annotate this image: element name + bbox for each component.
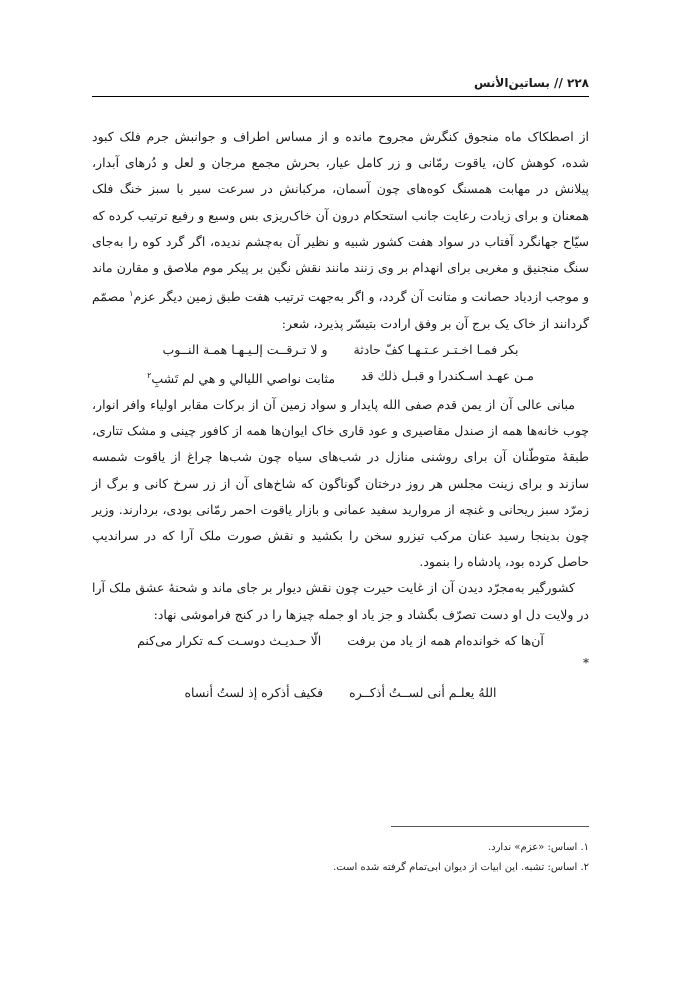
verse-2-hemistich-2-wrap [147, 363, 335, 392]
footnote-ref-1: ۱ [129, 289, 134, 299]
verse-3-hemistich-1: آن‌ها که خوانده‌ام همه از یاد من برفت [347, 632, 544, 648]
verse-separator: * [583, 655, 589, 670]
verse-2 [92, 363, 589, 392]
verse-4 [92, 680, 589, 706]
footnote-divider [391, 826, 589, 827]
verse-4-hemistich-1: اللهُ يعلـم أنی لســتُ أذکــره [349, 684, 497, 700]
verse-1-hemistich-1: بکر فمـا اخـتـر عـتـهـا کفّ حادثة [353, 341, 519, 357]
paragraph-2: مبانی عالی آن از یمن قدم صفی الله پایدار و سواد زمین آن از برکات مقابر اولیاء وافر انوار، چوب خانه‌ها همه از صندل مقاصیری و عود قاری خاک ایوان‌ها همه از کافور چینی و مشک تتاری، طبقهٔ متوطّنان آن برای روشنی منازل در شب‌های سیاه چون شب‌ها چراغ از یاقوت شمسه سازند و برای زینت مجلس هر روز درختان گوناگون که شاخ‌های آن از زر سرخ کانی و برگ از زمرّد سبز ریحانی و غنچه از مروارید سفید عمانی و بازار یاقوت احمر رمّانی بودی، بردارند. وزیر چون بدینجا رسید عنان مرکب تیزرو سخن را بکشید و نقش صورت ملک آرا که در سراندیپ حاصل کرده بود، پادشاه را بنمود. [92, 396, 589, 570]
verse-1 [92, 337, 589, 363]
page-number-and-title: ۲۲۸ // بساتین‌الأنس [473, 76, 589, 90]
running-header [92, 74, 589, 97]
paragraph-1 [92, 124, 589, 337]
verse-1-hemistich-2: و لا تـرقــت إلـيـهـا همـة النــوب [162, 341, 328, 357]
verse-4-hemistich-2: فكيف أذكره إذ لستُ أنساه [184, 684, 324, 700]
verse-2-hemistich-2: مثابت نواصي الليالي و هي لم تَشبِ [151, 370, 336, 386]
verse-3 [92, 628, 589, 654]
paragraph-1-text: از اصطکاک ماه منجوق کنگرش مجروح مانده و از مساس اطراف و جوانبش جرم فلک کبود شده، کوهش کان، یاقوت رمّانی و زر کامل عیار، بحرش مجمع مرجان و لعل و دُرهای آبدار، پیلانش در مهابت همسنگ کوه‌های چون آسمان، مرکبانش در سرعت سیر با سبز خنگ فلک همعنان و برای زیادت رعایت جانب استحکام درون آن خاک‌ریزی بس وسیع و رفیع ترتیب کرده که سیّاح جهانگرد آفتاب در سواد هفت کشور شبیه و نظیر آن به‌چشم ندیده، اگر گرد کوه را به‌جای سنگ منجنیق و مغربی برای انهدام بر وی زنند مانند نقش نگین بر پیکر موم ملاصق و مقارن ماند و موجب ازدیاد حصانت و متانت آن گردد، و اگر به‌جهت ترتیب هفت طبق زمین دیگر عزم [92, 129, 589, 305]
footnote-ref-2: ۲ [147, 370, 152, 380]
footnotes [92, 838, 589, 878]
footnote-1: ۱. اساس: «عزم» ندارد. [487, 842, 589, 853]
paragraph-3: کشورگیر به‌مجرّد دیدن آن از غایت حیرت چون نقش دیوار بر جای ماند و شحنهٔ عشق ملک آرا در ولایت دل او دست تصرّف بگشاد و جز یاد او جمله چیزها را در کنج فراموشی نهاد: [92, 580, 589, 622]
footnote-2: ۲. اساس: تشبه. این ابیات از دیوان ابی‌تمام گرفته شده است. [333, 862, 589, 873]
paragraph-1-end: مصمّم گردانند از خاک یک برج آن بر وفق ارادت بتیسّر پذیرد، شعر: [92, 289, 589, 331]
verse-3-hemistich-2: الّا حـدیـث دوسـت کـه تکرار می‌کنم [137, 632, 322, 648]
verse-2-hemistich-1: مـن عهـد اسـكندرا و قبـل ذلك قد [361, 367, 534, 383]
main-text [92, 124, 589, 706]
